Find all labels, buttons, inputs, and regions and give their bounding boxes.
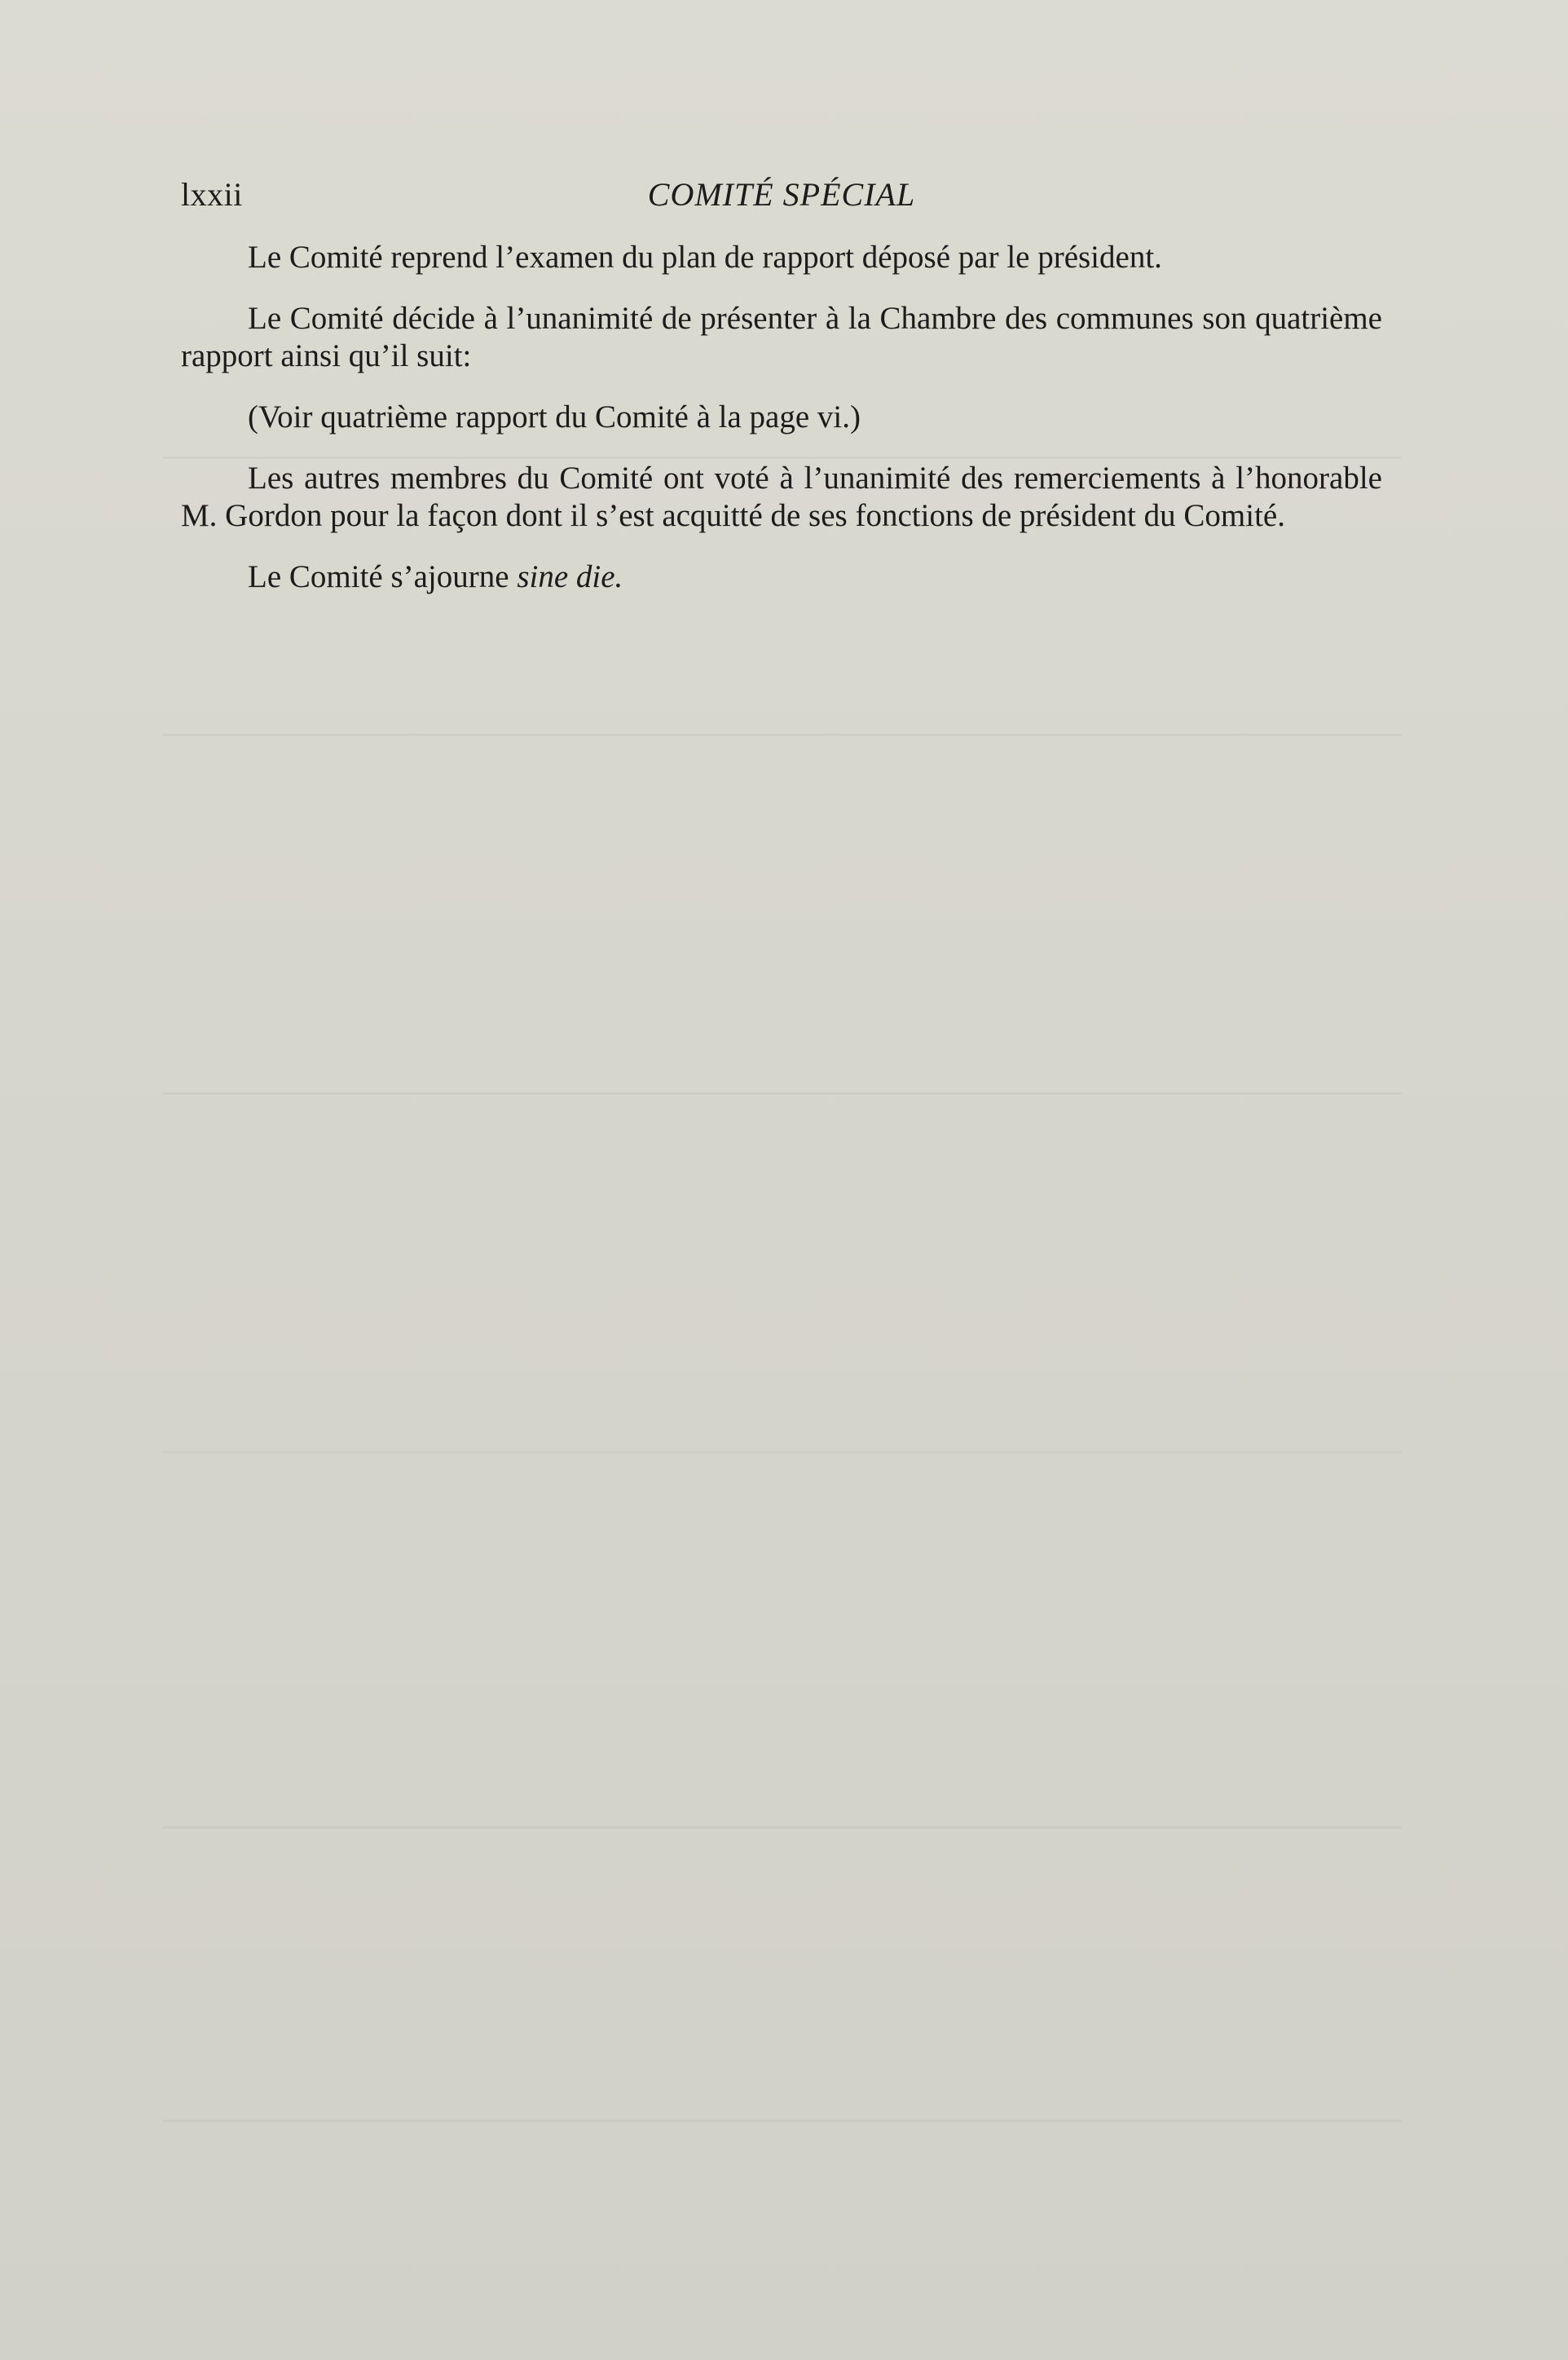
- paragraph-5: [181, 558, 1382, 596]
- adjourn-text: Le Comité s’ajourne: [248, 559, 518, 594]
- paragraph-3: (Voir quatrième rapport du Comité à la page vi.): [248, 399, 861, 435]
- bleed-through-line: [163, 1826, 1402, 1828]
- paragraph-4: Les autres membres du Comité ont voté à l’unanimité des remerciements à l’honorable M. Gordon pour la façon dont il s’est acquitté de ses fonctions de président du Comité.: [181, 461, 1382, 533]
- bleed-through-line: [163, 1451, 1402, 1453]
- paragraph-1: Le Comité reprend l’examen du plan de rapport déposé par le président.: [248, 240, 1162, 275]
- body-text: [181, 239, 1382, 620]
- page-header: [181, 175, 1382, 216]
- bleed-through-line: [163, 734, 1402, 736]
- paragraph-2: Le Comité décide à l’unanimité de présenter à la Chambre des communes son quatrième rapport ainsi qu’il suit:: [181, 301, 1382, 373]
- running-title: COMITÉ SPÉCIAL: [647, 176, 916, 213]
- adjourn-italic-text: sine die.: [517, 559, 623, 594]
- bleed-through-line: [163, 1092, 1402, 1095]
- bleed-through-line: [163, 2120, 1402, 2122]
- page-number: lxxii: [181, 176, 243, 213]
